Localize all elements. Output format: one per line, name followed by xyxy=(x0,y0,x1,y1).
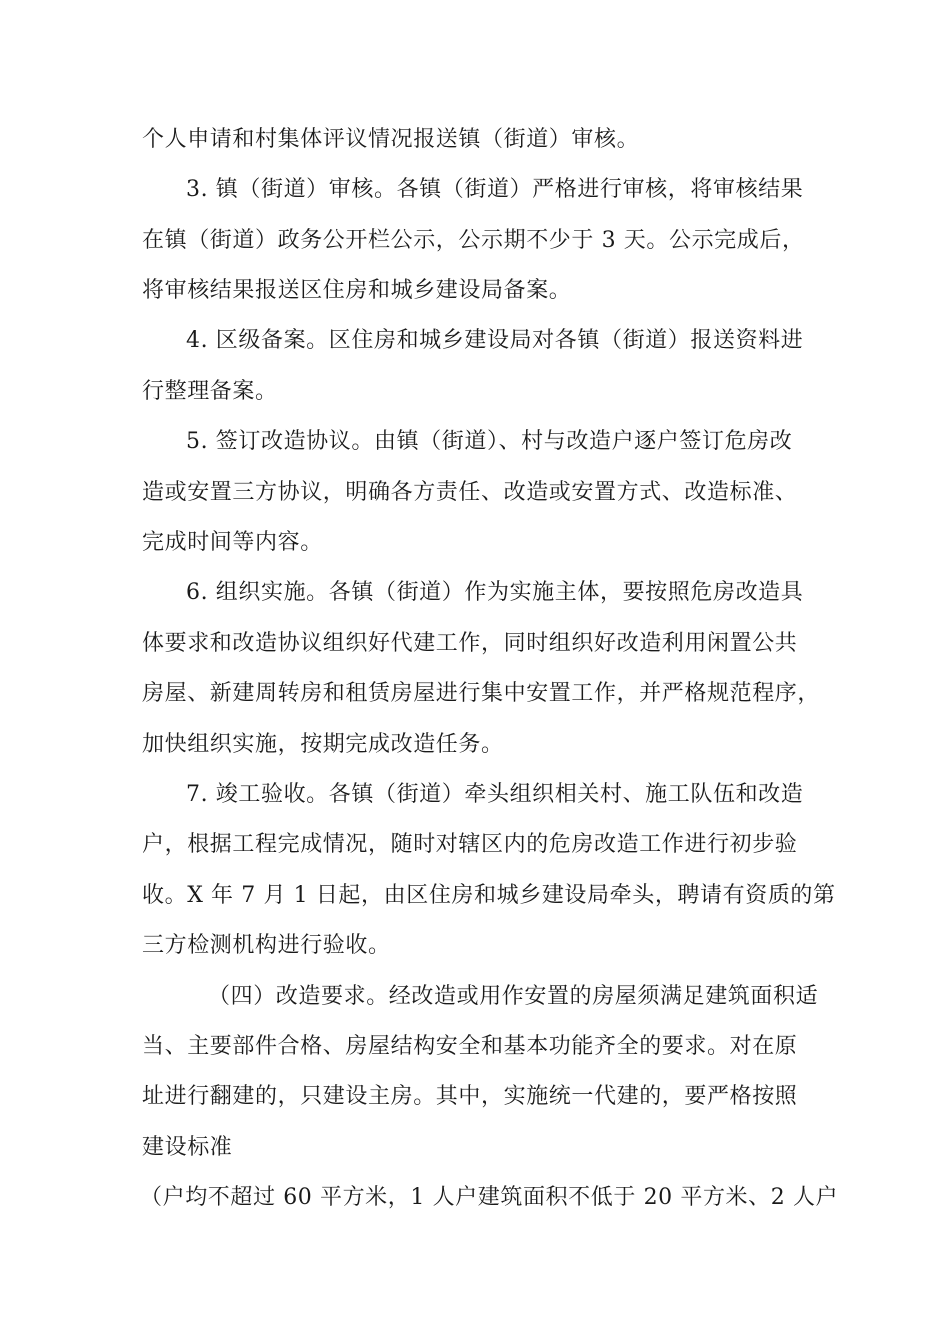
text-line: 三方检测机构进行验收。 xyxy=(142,933,391,958)
text-line: 建设标准 xyxy=(142,1135,233,1160)
text-line: 4. 区级备案。区住房和城乡建设局对各镇（街道）报送资料进 xyxy=(186,328,804,353)
text-line: 当、主要部件合格、房屋结构安全和基本功能齐全的要求。对在原 xyxy=(142,1034,798,1059)
text-line: 房屋、新建周转房和租赁房屋进行集中安置工作，并严格规范程序， xyxy=(142,681,821,706)
text-line: 将审核结果报送区住房和城乡建设局备案。 xyxy=(142,278,572,303)
text-line: 址进行翻建的，只建设主房。其中，实施统一代建的，要严格按照 xyxy=(142,1084,798,1109)
text-line: 个人申请和村集体评议情况报送镇（街道）审核。 xyxy=(142,127,640,152)
text-line: 3. 镇（街道）审核。各镇（街道）严格进行审核，将审核结果 xyxy=(186,177,804,202)
text-line: 造或安置三方协议，明确各方责任、改造或安置方式、改造标准、 xyxy=(142,480,798,505)
text-line: 加快组织实施，按期完成改造任务。 xyxy=(142,732,504,757)
text-line: 收。X 年 7 月 1 日起，由区住房和城乡建设局牵头，聘请有资质的第 xyxy=(142,883,836,908)
text-line: 在镇（街道）政务公开栏公示，公示期不少于 3 天。公示完成后， xyxy=(142,228,805,253)
text-line: 户，根据工程完成情况，随时对辖区内的危房改造工作进行初步验 xyxy=(142,832,798,857)
text-line: 5. 签订改造协议。由镇（街道）、村与改造户逐户签订危房改 xyxy=(186,429,793,454)
text-line: 体要求和改造协议组织好代建工作，同时组织好改造利用闲置公共 xyxy=(142,631,798,656)
text-line: 完成时间等内容。 xyxy=(142,530,323,555)
section-heading-line: （四）改造要求。经改造或用作安置的房屋须满足建筑面积适 xyxy=(208,984,819,1009)
text-line: （户均不超过 60 平方米，1 人户建筑面积不低于 20 平方米、2 人户 xyxy=(140,1185,839,1210)
text-line: 6. 组织实施。各镇（街道）作为实施主体，要按照危房改造具 xyxy=(186,580,804,605)
text-line: 7. 竣工验收。各镇（街道）牵头组织相关村、施工队伍和改造 xyxy=(186,782,804,807)
text-line: 行整理备案。 xyxy=(142,379,278,404)
